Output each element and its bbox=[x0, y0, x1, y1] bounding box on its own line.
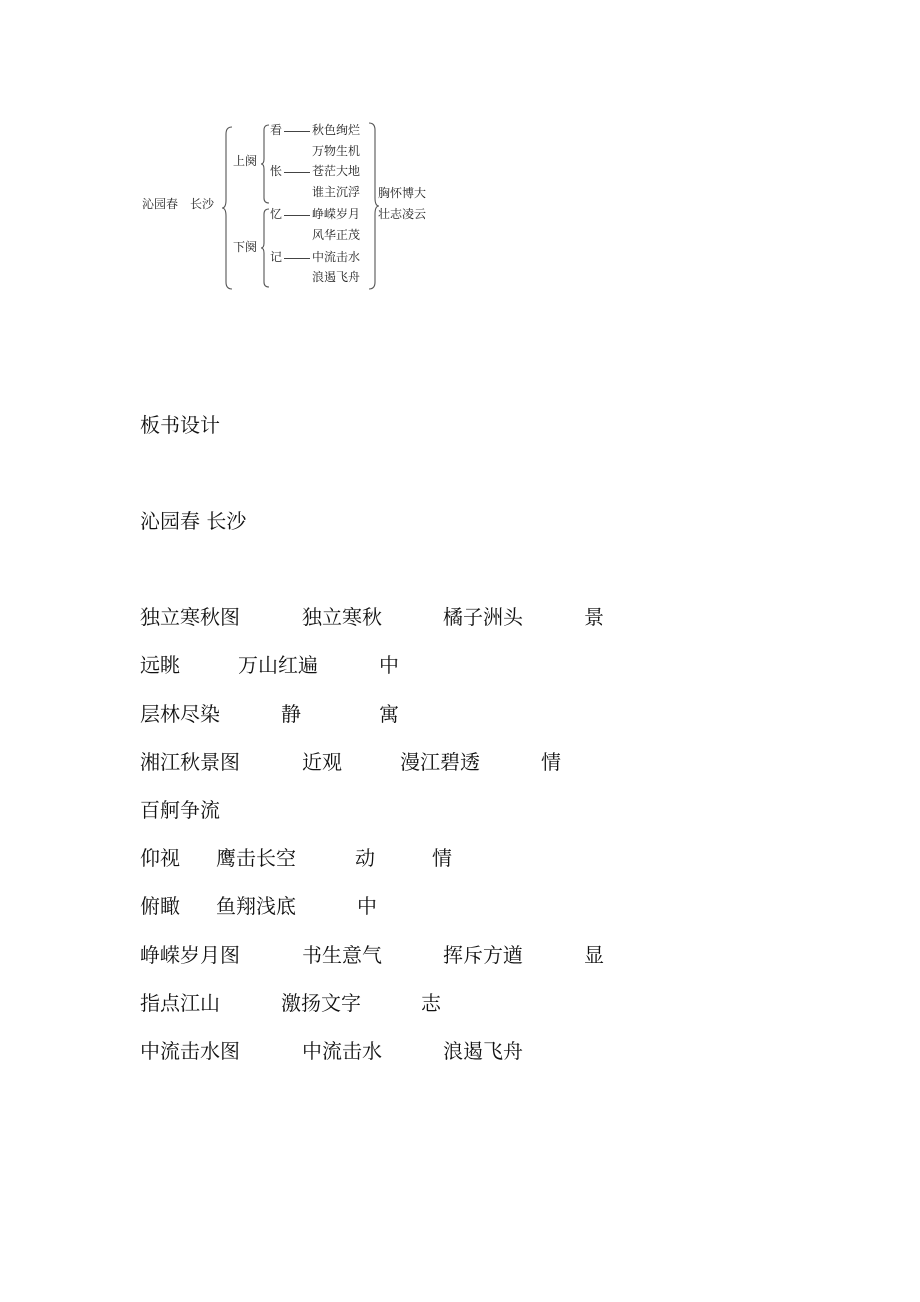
board-cell: 中 bbox=[357, 894, 377, 918]
board-cell: 万山红遍 bbox=[238, 653, 318, 677]
board-cell: 寓 bbox=[379, 702, 399, 726]
board-cell: 近观 bbox=[302, 750, 342, 774]
board-cell: 橘子洲头 bbox=[443, 605, 523, 629]
board-cell: 动 bbox=[355, 846, 375, 870]
board-cell: 中 bbox=[379, 653, 399, 677]
diagram-closing-brace bbox=[368, 122, 380, 290]
board-cell: 鹰击长空 bbox=[216, 846, 296, 870]
diagram-item: 万物生机 bbox=[312, 144, 361, 158]
diagram-conclusion: 胸怀博大 bbox=[378, 186, 427, 200]
board-cell: 静 bbox=[281, 702, 301, 726]
board-cell: 湘江秋景图 bbox=[140, 750, 240, 774]
diagram-upper-label: 上阕 bbox=[233, 154, 258, 168]
board-cell: 峥嵘岁月图 bbox=[140, 943, 240, 967]
diagram-note-label: 记 bbox=[270, 250, 283, 264]
diagram-item: 浪遏飞舟 bbox=[312, 270, 361, 284]
board-cell: 中流击水 bbox=[302, 1039, 382, 1063]
diagram-main-brace bbox=[222, 126, 234, 290]
board-cell: 层林尽染 bbox=[140, 702, 220, 726]
diagram-item: 风华正茂 bbox=[312, 228, 361, 242]
board-cell: 中流击水图 bbox=[140, 1039, 240, 1063]
board-cell: 情 bbox=[432, 846, 452, 870]
diagram-connector bbox=[284, 258, 310, 259]
board-cell: 挥斥方遒 bbox=[443, 943, 523, 967]
board-cell: 远眺 bbox=[140, 653, 180, 677]
board-cell: 景 bbox=[584, 605, 604, 629]
diagram-item: 峥嵘岁月 bbox=[312, 207, 361, 221]
diagram-look-label: 看 bbox=[270, 123, 283, 137]
board-cell: 显 bbox=[584, 943, 604, 967]
diagram-item: 苍茫大地 bbox=[312, 164, 361, 178]
diagram-item: 秋色绚烂 bbox=[312, 123, 361, 137]
board-cell: 独立寒秋图 bbox=[140, 605, 240, 629]
diagram-sigh-label: 怅 bbox=[270, 164, 283, 178]
board-cell: 指点江山 bbox=[140, 991, 220, 1015]
diagram-conclusion: 壮志凌云 bbox=[378, 207, 427, 221]
board-cell: 仰视 bbox=[140, 846, 180, 870]
diagram-root-title: 沁园春 长沙 bbox=[142, 197, 215, 211]
diagram-lower-label: 下阕 bbox=[233, 240, 258, 254]
diagram-recall-label: 忆 bbox=[270, 207, 283, 221]
board-cell: 激扬文字 bbox=[281, 991, 361, 1015]
structure-diagram bbox=[0, 0, 460, 300]
board-title: 沁园春 长沙 bbox=[140, 509, 247, 533]
diagram-item: 中流击水 bbox=[312, 250, 361, 264]
board-cell: 百舸争流 bbox=[140, 798, 220, 822]
diagram-item: 谁主沉浮 bbox=[312, 185, 361, 199]
board-cell: 鱼翔浅底 bbox=[216, 894, 296, 918]
diagram-connector bbox=[284, 215, 310, 216]
board-cell: 志 bbox=[421, 991, 441, 1015]
diagram-connector bbox=[284, 172, 310, 173]
board-cell: 浪遏飞舟 bbox=[443, 1039, 523, 1063]
board-cell: 俯瞰 bbox=[140, 894, 180, 918]
board-cell: 漫江碧透 bbox=[400, 750, 480, 774]
diagram-connector bbox=[284, 131, 310, 132]
board-heading: 板书设计 bbox=[140, 413, 220, 437]
board-cell: 独立寒秋 bbox=[302, 605, 382, 629]
board-cell: 情 bbox=[541, 750, 561, 774]
board-cell: 书生意气 bbox=[302, 943, 382, 967]
